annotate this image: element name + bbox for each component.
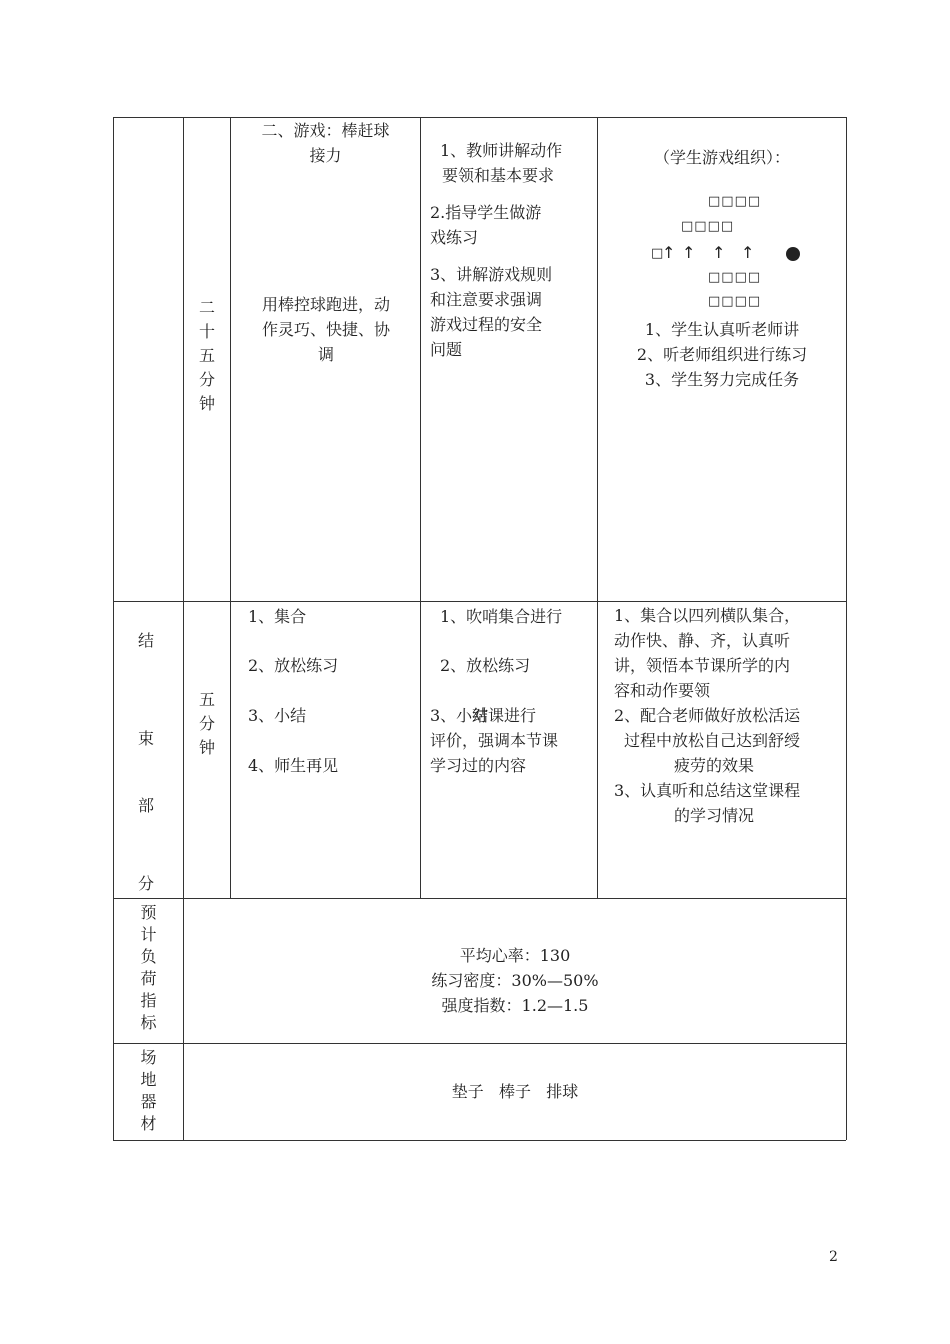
col-divider-3 — [420, 117, 421, 898]
arrow-icon: ↑ — [682, 243, 696, 262]
heart-rate: 平均心率：130 — [459, 946, 571, 965]
game-time-char: 二 — [198, 298, 215, 317]
game-time-char: 钟 — [198, 394, 215, 413]
teacher-line: 问题 — [430, 340, 463, 359]
teacher-line: 1、教师讲解动作 — [440, 141, 563, 160]
load-label-char: 计 — [140, 925, 157, 944]
end-student-line: 1、集合以四列横队集合， — [614, 606, 801, 625]
table-border-bottom — [113, 1140, 846, 1141]
teacher-line: 要领和基本要求 — [442, 166, 555, 185]
table-border-right — [846, 117, 847, 1140]
end-content-item: 1、集合 — [248, 607, 307, 626]
end-student-line: 动作快、静、齐，认真听 — [614, 631, 791, 650]
end-teacher-line: 评价，强调本节课 — [430, 731, 559, 750]
equipment-label-char: 地 — [140, 1070, 157, 1089]
equipment-label — [114, 1047, 183, 1135]
end-student-line: 3、认真听和总结这堂课程 — [614, 781, 801, 800]
page-number: 2 — [829, 1249, 838, 1265]
load-label — [114, 902, 183, 1034]
game-content-title — [231, 118, 420, 168]
row-divider-3 — [113, 1043, 846, 1044]
formation-row-4: □□□□ — [708, 294, 762, 309]
col-divider-4 — [597, 117, 598, 898]
game-student-text — [598, 317, 846, 392]
end-content-item: 2、放松练习 — [248, 656, 339, 675]
formation-row-2: □□□□ — [681, 219, 735, 234]
equipment-label-char: 场 — [140, 1048, 157, 1067]
end-time-char: 钟 — [198, 738, 215, 757]
game-time — [184, 296, 230, 416]
student-line: 1、学生认真听老师讲 — [644, 320, 800, 339]
end-label-char: 分 — [138, 874, 155, 893]
practice-density: 练习密度：30%—50% — [431, 971, 599, 990]
student-line: 3、学生努力完成任务 — [644, 370, 800, 389]
formation-marker: □ — [651, 246, 665, 261]
game-desc-line: 用棒控球跑进，动 — [261, 295, 390, 314]
student-line: 2、听老师组织进行练习 — [636, 345, 808, 364]
end-student-text — [614, 603, 842, 828]
end-student-line: 疲劳的效果 — [674, 756, 755, 775]
game-time-char: 十 — [198, 322, 215, 341]
col-divider-2 — [230, 117, 231, 898]
arrow-icon: ↑ — [662, 243, 676, 262]
end-content-item: 4、师生再见 — [248, 756, 339, 775]
load-label-char: 荷 — [140, 969, 157, 988]
teacher-line: 3、讲解游戏规则 — [430, 265, 553, 284]
game-time-char: 分 — [198, 370, 215, 389]
end-student-line: 过程中放松自己达到舒绶 — [624, 731, 801, 750]
formation-row-3: □□□□ — [708, 270, 762, 285]
teacher-line — [430, 188, 590, 200]
end-label-char: 结 — [138, 631, 155, 650]
student-org-title: （学生游戏组织）： — [653, 148, 790, 167]
intensity-index: 强度指数：1.2—1.5 — [441, 996, 589, 1015]
end-label-char: 束 — [138, 729, 155, 748]
end-teacher-line: 1、吹哨集合进行 — [440, 607, 563, 626]
row-divider-2 — [113, 898, 846, 899]
load-label-char: 负 — [140, 947, 157, 966]
row-divider-1 — [113, 601, 846, 602]
game-desc-line: 调 — [317, 345, 334, 364]
table-border-top — [113, 117, 846, 118]
load-label-char: 预 — [140, 903, 157, 922]
end-student-line: 讲，领悟本节课所学的内 — [614, 656, 791, 675]
load-label-char: 标 — [140, 1013, 157, 1032]
end-teacher-line: 学习过的内容 — [430, 756, 527, 775]
formation-row-1: □□□□ — [708, 194, 762, 209]
arrow-icon: ↑ — [741, 243, 755, 262]
game-teacher-text — [430, 138, 590, 362]
game-title-line: 二、游戏：棒赶球 — [261, 121, 390, 140]
equipment-label-char: 材 — [140, 1114, 157, 1133]
end-teacher-line: 对课进行 — [472, 706, 537, 725]
end-time — [184, 688, 230, 760]
game-content-desc — [240, 292, 412, 367]
end-time-char: 分 — [198, 714, 215, 733]
equipment-items: 垫子 棒子 排球 — [451, 1082, 579, 1101]
game-desc-line: 作灵巧、快捷、协 — [261, 320, 390, 339]
teacher-line: 游戏过程的安全 — [430, 315, 543, 334]
end-label-char: 部 — [138, 796, 155, 815]
load-values — [184, 943, 846, 1018]
load-label-char: 指 — [140, 991, 157, 1010]
teacher-line: 和注意要求强调 — [430, 290, 543, 309]
end-student-line: 的学习情况 — [674, 806, 755, 825]
end-teacher-line: 2、放松练习 — [440, 656, 531, 675]
end-student-line: 容和动作要领 — [614, 681, 711, 700]
game-time-char: 五 — [198, 346, 215, 365]
teacher-line — [430, 250, 590, 262]
game-title-line: 接力 — [309, 146, 342, 165]
end-content-item: 3、小结 — [248, 706, 307, 725]
arrow-icon: ↑ — [712, 243, 726, 262]
teacher-line: 戏练习 — [430, 228, 479, 247]
end-teacher-line: 3、小结 — [430, 706, 489, 725]
ball-icon — [786, 247, 800, 261]
end-student-line: 2、配合老师做好放松活运 — [614, 706, 801, 725]
equipment-label-char: 器 — [140, 1092, 157, 1111]
end-time-char: 五 — [198, 690, 215, 709]
teacher-line: 2.指导学生做游 — [430, 203, 542, 222]
